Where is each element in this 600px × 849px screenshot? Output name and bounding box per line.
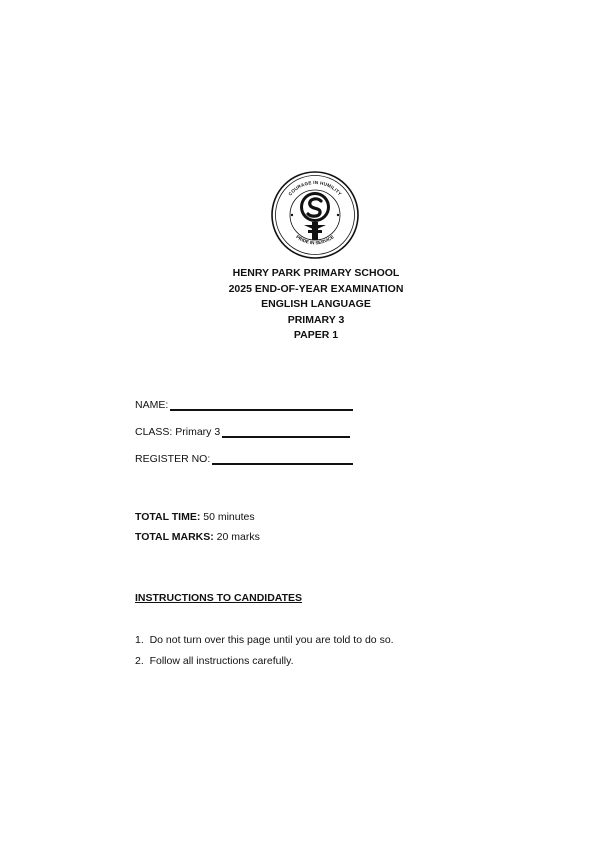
total-time (135, 511, 255, 523)
svg-text:PRIDE IN SERVICE: PRIDE IN SERVICE (295, 234, 335, 246)
svg-text:COURAGE IN HUMILITY: COURAGE IN HUMILITY (287, 179, 343, 197)
school-name: HENRY PARK PRIMARY SCHOOL (232, 267, 400, 279)
register-field[interactable] (135, 453, 353, 465)
total-marks (135, 531, 260, 543)
school-crest-icon (270, 170, 360, 260)
class-input-line[interactable] (222, 426, 350, 438)
subject-title: ENGLISH LANGUAGE (261, 298, 371, 310)
total-marks-value: 20 marks (216, 531, 260, 543)
total-marks-label: TOTAL MARKS: (135, 531, 214, 543)
class-label: CLASS: Primary 3 (135, 426, 221, 438)
level-title: PRIMARY 3 (287, 313, 345, 326)
total-time-value: 50 minutes (203, 511, 255, 523)
paper-title: PAPER 1 (293, 329, 339, 341)
instruction-item: 1. Do not turn over this page until you are told to do so. (135, 634, 394, 646)
instructions-title: INSTRUCTIONS TO CANDIDATES (135, 592, 303, 604)
class-field[interactable] (135, 426, 350, 438)
register-input-line[interactable] (212, 453, 353, 465)
exam-header (0, 266, 600, 344)
name-label: NAME: (135, 399, 169, 411)
exam-title: 2025 END-OF-YEAR EXAMINATION (228, 282, 404, 295)
instruction-item: 2. Follow all instructions carefully. (135, 655, 294, 667)
total-time-label: TOTAL TIME: (135, 511, 201, 523)
register-label: REGISTER NO: (135, 453, 211, 465)
name-input-line[interactable] (170, 399, 353, 411)
name-field[interactable] (135, 399, 353, 411)
